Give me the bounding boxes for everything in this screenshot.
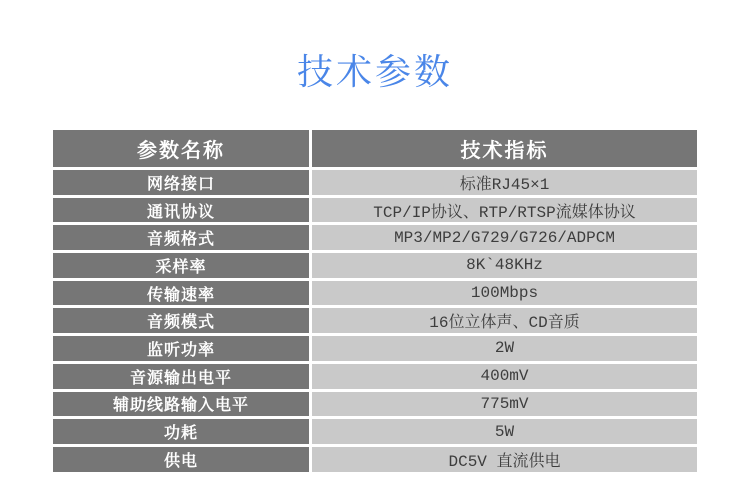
param-value-cell: 100Mbps	[312, 281, 697, 306]
param-name-cell: 采样率	[53, 253, 309, 278]
param-name-cell: 音频模式	[53, 308, 309, 333]
param-value-cell: DC5V 直流供电	[312, 447, 697, 472]
param-name-column-header: 参数名称	[53, 130, 309, 167]
param-name-cell: 供电	[53, 447, 309, 472]
param-name-cell: 监听功率	[53, 336, 309, 361]
page-title: 技术参数	[296, 51, 453, 92]
param-value-cell: MP3/MP2/G729/G726/ADPCM	[312, 225, 697, 250]
param-name-cell: 通讯协议	[53, 198, 309, 223]
param-name-cell: 音源输出电平	[53, 364, 309, 389]
param-name-cell: 音频格式	[53, 225, 309, 250]
spec-table	[53, 130, 697, 472]
param-value-cell: 775mV	[312, 392, 697, 417]
param-value-cell: TCP/IP协议、RTP/RTSP流媒体协议	[312, 198, 697, 223]
param-name-cell: 传输速率	[53, 281, 309, 306]
tech-spec-column-header: 技术指标	[312, 130, 697, 167]
param-value-cell: 8K`48KHz	[312, 253, 697, 278]
param-name-cell: 网络接口	[53, 170, 309, 195]
param-name-cell: 辅助线路输入电平	[53, 392, 309, 417]
param-value-cell: 标准RJ45×1	[312, 170, 697, 195]
param-name-cell: 功耗	[53, 419, 309, 444]
param-value-cell: 16位立体声、CD音质	[312, 308, 697, 333]
param-value-cell: 5W	[312, 419, 697, 444]
param-value-cell: 2W	[312, 336, 697, 361]
param-value-cell: 400mV	[312, 364, 697, 389]
